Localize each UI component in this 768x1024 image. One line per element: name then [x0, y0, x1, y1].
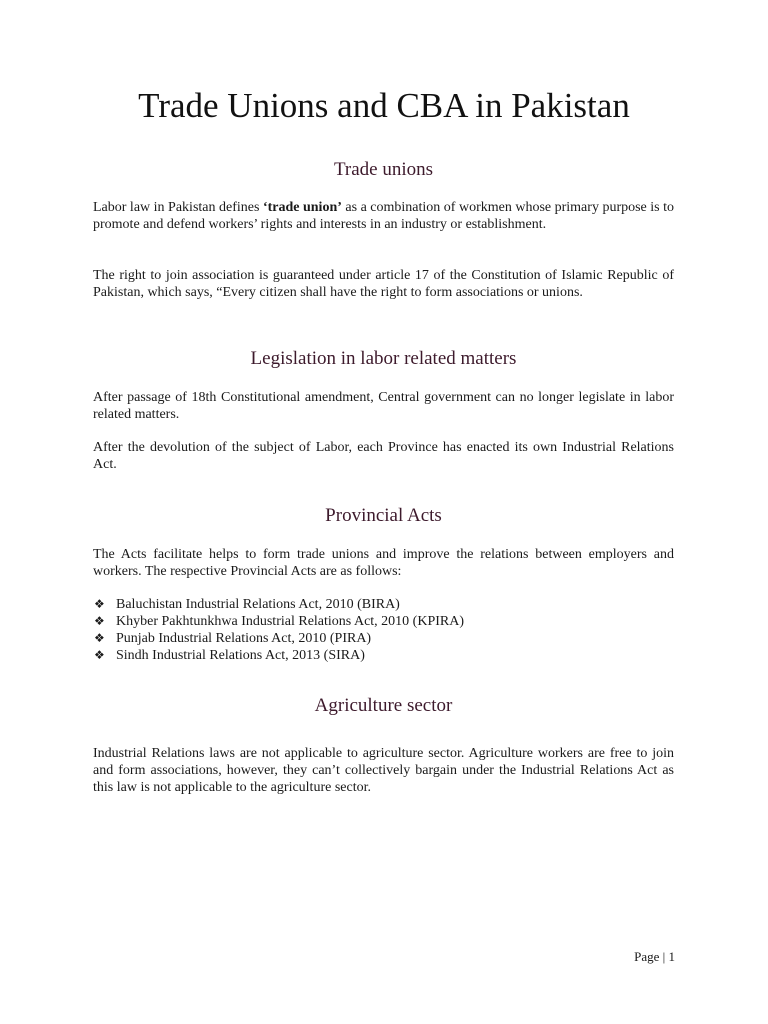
list-item — [93, 647, 674, 664]
section-heading-trade-unions: Trade unions — [333, 159, 434, 180]
section-heading-agriculture-sector: Agriculture sector — [314, 695, 453, 716]
list-item-text: Baluchistan Industrial Relations Act, 2010 (BIRA) — [116, 597, 400, 612]
paragraph-trade-union-definition — [93, 199, 674, 233]
bold-term-trade-union: ‘trade union’ — [262, 200, 342, 215]
provincial-acts-list — [93, 596, 674, 664]
paragraph-text: as a combination of workmen whose primary purpose is to promote and defend workers’ rights and interests in an industry or establishment. — [93, 200, 675, 232]
paragraph-acts-intro: The Acts facilitate helps to form trade unions and improve the relations between employers and workers. The respective Provincial Acts are as follows: — [93, 547, 674, 579]
document-title: Trade Unions and CBA in Pakistan — [138, 86, 630, 125]
paragraph-text: Labor law in Pakistan defines — [93, 200, 263, 215]
section-heading-legislation: Legislation in labor related matters — [250, 348, 517, 369]
page-number: Page | 1 — [634, 949, 675, 964]
diamond-bullet-icon: ❖ — [94, 648, 105, 662]
paragraph-devolution: After the devolution of the subject of Labor, each Province has enacted its own Industrial Relations Act. — [93, 440, 674, 472]
list-item-text: Punjab Industrial Relations Act, 2010 (PIRA) — [116, 631, 372, 646]
paragraph-18th-amendment: After passage of 18th Constitutional amendment, Central government can no longer legislate in labor related matters. — [93, 390, 674, 422]
paragraph-right-to-association: The right to join association is guaranteed under article 17 of the Constitution of Islamic Republic of Pakistan, which says, “Every citizen shall have the right to form associations or unions. — [93, 268, 674, 300]
list-item-text: Sindh Industrial Relations Act, 2013 (SIRA) — [116, 648, 365, 663]
list-item-text: Khyber Pakhtunkhwa Industrial Relations Act, 2010 (KPIRA) — [116, 614, 465, 629]
diamond-bullet-icon: ❖ — [94, 631, 105, 645]
paragraph-agriculture: Industrial Relations laws are not applicable to agriculture sector. Agriculture workers are free to join and form associations, however, they can’t collectively bargain under the Industrial Relations Act as this law is not applicable to the agriculture sector. — [93, 746, 674, 795]
diamond-bullet-icon: ❖ — [94, 614, 105, 628]
list-item — [93, 596, 674, 613]
diamond-bullet-icon: ❖ — [94, 597, 105, 611]
section-heading-provincial-acts: Provincial Acts — [325, 505, 442, 526]
list-item — [93, 613, 674, 630]
list-item — [93, 630, 674, 647]
